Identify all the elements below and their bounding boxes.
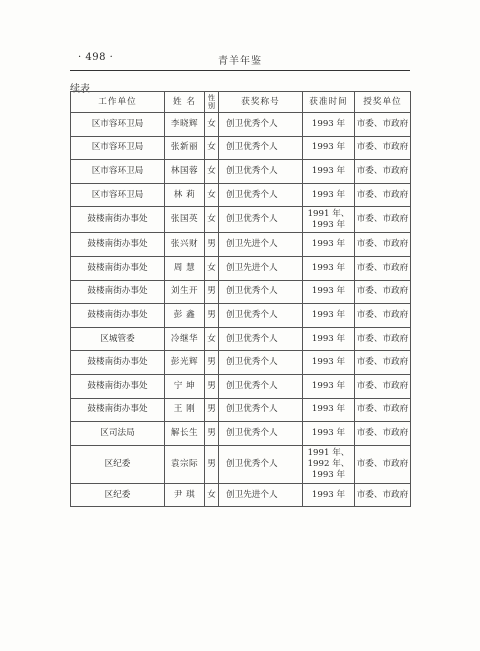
gender-cell: 女: [205, 256, 219, 280]
table-row: [71, 280, 411, 304]
unit-cell: 鼓楼南街办事处: [71, 280, 165, 304]
title-cell: 创卫优秀个人: [219, 280, 303, 304]
time-cell: 1991 年、 1993 年: [303, 207, 355, 233]
unit-cell: 区市容环卫局: [71, 160, 165, 184]
gender-cell: 女: [205, 183, 219, 207]
table-row: [71, 398, 411, 422]
unit-cell: 区市容环卫局: [71, 113, 165, 137]
table-row: [71, 233, 411, 257]
grantor-cell: 市委、市政府: [355, 351, 411, 375]
name-cell: 尹 琪: [165, 483, 205, 507]
name-cell: 林 莉: [165, 183, 205, 207]
time-cell: 1993 年: [303, 422, 355, 446]
grantor-cell: 市委、市政府: [355, 445, 411, 483]
gender-cell: 女: [205, 113, 219, 137]
time-cell: 1993 年: [303, 136, 355, 160]
column-header: 姓 名: [165, 92, 205, 113]
table-row: [71, 351, 411, 375]
table-row: [71, 422, 411, 446]
page-number: · 498 ·: [78, 52, 114, 63]
time-cell: 1993 年: [303, 351, 355, 375]
time-cell: 1993 年: [303, 374, 355, 398]
title-cell: 创卫优秀个人: [219, 374, 303, 398]
title-cell: 创卫优秀个人: [219, 160, 303, 184]
gender-cell: 男: [205, 304, 219, 328]
grantor-cell: 市委、市政府: [355, 327, 411, 351]
table-row: [71, 327, 411, 351]
unit-cell: 区市容环卫局: [71, 183, 165, 207]
unit-cell: 区城管委: [71, 327, 165, 351]
grantor-cell: 市委、市政府: [355, 113, 411, 137]
name-cell: 冷继华: [165, 327, 205, 351]
name-cell: 彭光辉: [165, 351, 205, 375]
time-cell: 1993 年: [303, 280, 355, 304]
unit-cell: 鼓楼南街办事处: [71, 398, 165, 422]
unit-cell: 鼓楼南街办事处: [71, 233, 165, 257]
gender-cell: 男: [205, 445, 219, 483]
header-rule: [70, 70, 410, 71]
table-row: [71, 136, 411, 160]
gender-cell: 女: [205, 207, 219, 233]
table-row: [71, 304, 411, 328]
table-body: [71, 113, 411, 507]
name-cell: 刘生开: [165, 280, 205, 304]
gender-cell: 女: [205, 327, 219, 351]
grantor-cell: 市委、市政府: [355, 374, 411, 398]
table-row: [71, 160, 411, 184]
title-cell: 创卫优秀个人: [219, 304, 303, 328]
name-cell: 张新丽: [165, 136, 205, 160]
gender-cell: 女: [205, 483, 219, 507]
name-cell: 林国蓉: [165, 160, 205, 184]
unit-cell: 鼓楼南街办事处: [71, 256, 165, 280]
grantor-cell: 市委、市政府: [355, 483, 411, 507]
time-cell: 1993 年: [303, 483, 355, 507]
unit-cell: 鼓楼南街办事处: [71, 304, 165, 328]
gender-cell: 男: [205, 280, 219, 304]
name-cell: 王 刚: [165, 398, 205, 422]
gender-cell: 男: [205, 233, 219, 257]
name-cell: 李晓辉: [165, 113, 205, 137]
grantor-cell: 市委、市政府: [355, 136, 411, 160]
continued-label: 续表: [70, 84, 90, 95]
unit-cell: 鼓楼南街办事处: [71, 207, 165, 233]
time-cell: 1993 年: [303, 398, 355, 422]
grantor-cell: 市委、市政府: [355, 280, 411, 304]
unit-cell: 鼓楼南街办事处: [71, 351, 165, 375]
title-cell: 创卫优秀个人: [219, 136, 303, 160]
title-cell: 创卫先进个人: [219, 256, 303, 280]
title-cell: 创卫先进个人: [219, 483, 303, 507]
name-cell: 周 慧: [165, 256, 205, 280]
name-cell: 彭 鑫: [165, 304, 205, 328]
column-header: 获奖称号: [219, 92, 303, 113]
name-cell: 袁宗际: [165, 445, 205, 483]
time-cell: 1993 年: [303, 304, 355, 328]
grantor-cell: 市委、市政府: [355, 160, 411, 184]
title-cell: 创卫优秀个人: [219, 422, 303, 446]
name-cell: 宁 坤: [165, 374, 205, 398]
grantor-cell: 市委、市政府: [355, 304, 411, 328]
grantor-cell: 市委、市政府: [355, 207, 411, 233]
table-row: [71, 483, 411, 507]
time-cell: 1993 年: [303, 327, 355, 351]
grantor-cell: 市委、市政府: [355, 422, 411, 446]
table-row: [71, 256, 411, 280]
title-cell: 创卫优秀个人: [219, 327, 303, 351]
column-header: 获准时间: [303, 92, 355, 113]
time-cell: 1993 年: [303, 233, 355, 257]
title-cell: 创卫先进个人: [219, 233, 303, 257]
table-row: [71, 374, 411, 398]
time-cell: 1991 年、 1992 年、 1993 年: [303, 445, 355, 483]
unit-cell: 区司法局: [71, 422, 165, 446]
title-cell: 创卫优秀个人: [219, 398, 303, 422]
gender-cell: 女: [205, 136, 219, 160]
unit-cell: 鼓楼南街办事处: [71, 374, 165, 398]
grantor-cell: 市委、市政府: [355, 256, 411, 280]
time-cell: 1993 年: [303, 183, 355, 207]
title-cell: 创卫优秀个人: [219, 351, 303, 375]
name-cell: 解长生: [165, 422, 205, 446]
title-cell: 创卫优秀个人: [219, 183, 303, 207]
grantor-cell: 市委、市政府: [355, 398, 411, 422]
name-cell: 张国英: [165, 207, 205, 233]
unit-cell: 区市容环卫局: [71, 136, 165, 160]
gender-cell: 男: [205, 398, 219, 422]
page-header: [70, 52, 410, 68]
table-header-row: [71, 92, 411, 113]
table-row: [71, 183, 411, 207]
table-row: [71, 445, 411, 483]
title-cell: 创卫优秀个人: [219, 207, 303, 233]
running-title: 青羊年鉴: [218, 56, 262, 67]
time-cell: 1993 年: [303, 256, 355, 280]
gender-cell: 男: [205, 422, 219, 446]
gender-cell: 女: [205, 160, 219, 184]
column-header: 工作单位: [71, 92, 165, 113]
gender-cell: 男: [205, 351, 219, 375]
table-row: [71, 113, 411, 137]
table-row: [71, 207, 411, 233]
title-cell: 创卫优秀个人: [219, 445, 303, 483]
unit-cell: 区纪委: [71, 445, 165, 483]
name-cell: 张兴财: [165, 233, 205, 257]
time-cell: 1993 年: [303, 160, 355, 184]
unit-cell: 区纪委: [71, 483, 165, 507]
column-header: 授奖单位: [355, 92, 411, 113]
grantor-cell: 市委、市政府: [355, 183, 411, 207]
gender-cell: 男: [205, 374, 219, 398]
awards-table: [70, 91, 411, 507]
time-cell: 1993 年: [303, 113, 355, 137]
grantor-cell: 市委、市政府: [355, 233, 411, 257]
column-header: 性别: [205, 92, 219, 113]
title-cell: 创卫优秀个人: [219, 113, 303, 137]
